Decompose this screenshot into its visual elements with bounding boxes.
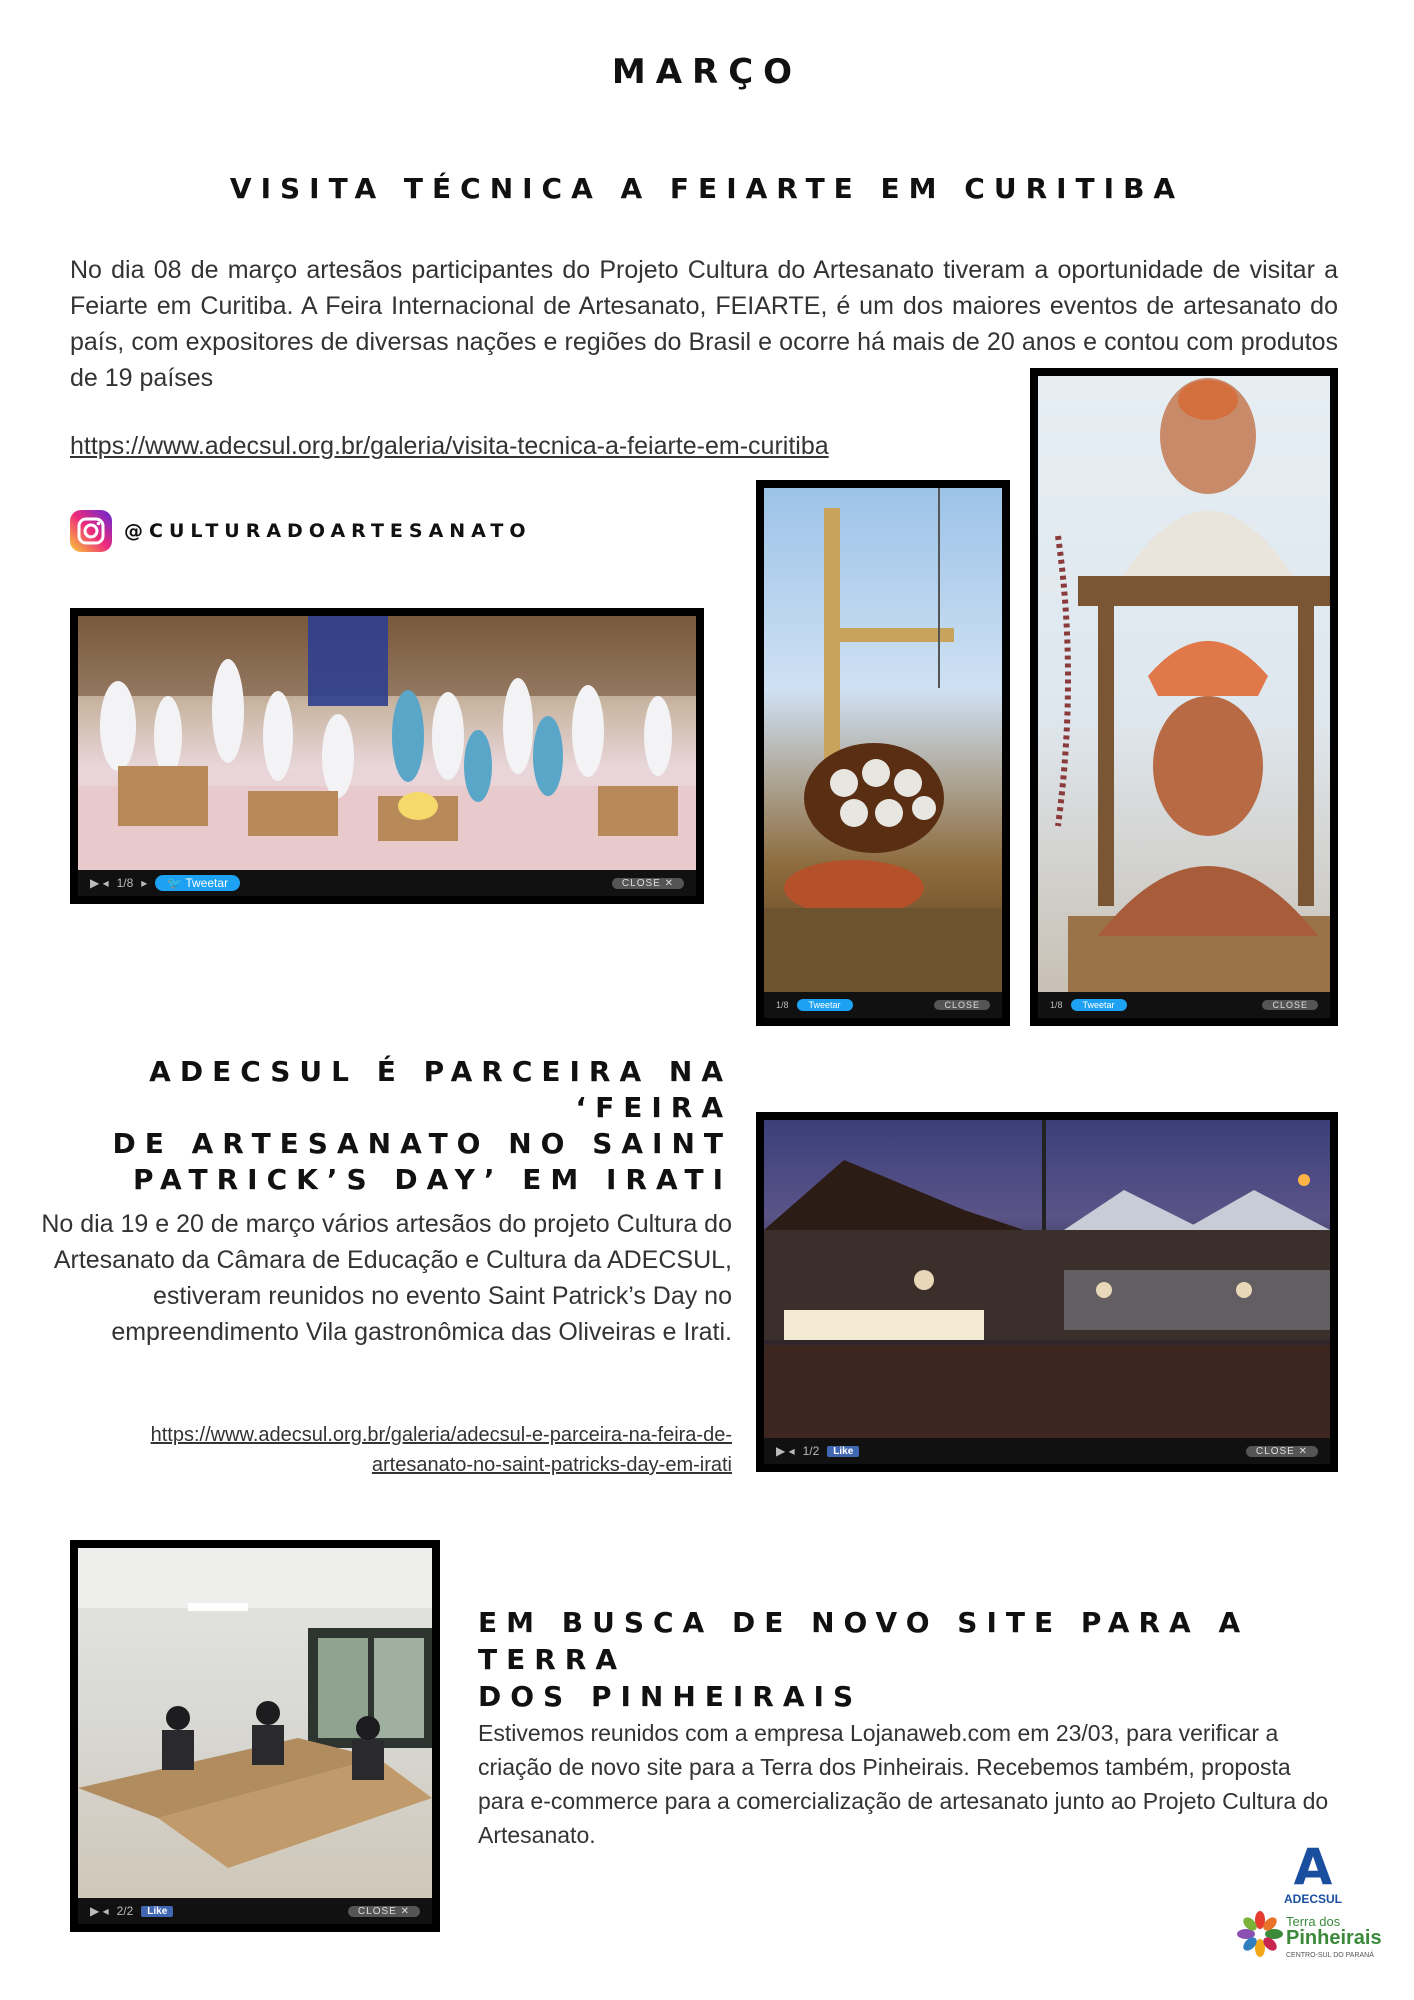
busts-image	[1038, 376, 1330, 992]
photo5-like-button[interactable]: Like	[141, 1906, 173, 1917]
flower-icon	[1236, 1910, 1284, 1958]
section2-gallery-link[interactable]	[40, 1420, 732, 1480]
photo3-tweet-button[interactable]: Tweetar	[1071, 999, 1127, 1011]
photo1-counter: 1/8	[116, 876, 134, 890]
section2-link-line1: https://www.adecsul.org.br/galeria/adecsul-e-parceira-na-feira-de-	[150, 1424, 732, 1446]
photo1-controls	[78, 870, 696, 896]
photo4-close-button[interactable]: CLOSE ✕	[1246, 1446, 1318, 1457]
photo-saint-patricks-fair[interactable]	[756, 1112, 1338, 1472]
terra-logo-subtitle: CENTRO-SUL DO PARANÁ	[1286, 1952, 1374, 1959]
section1-paragraph: No dia 08 de março artesãos participantes do Projeto Cultura do Artesanato tiveram a oportunidade de visitar a Feiarte em Curitiba. A Feira Internacional de Artesanato, FEIARTE, é um dos maiores eventos de artesanato do país, com expositores de diversas nações e regiões do Brasil e ocorre há mais de 20 anos e contou com produtos de 19 países	[70, 256, 1338, 392]
section3-title	[478, 1604, 1358, 1715]
section2-title-line1: ADECSUL É PARCEIRA NA ‘FEIRA	[149, 1055, 732, 1124]
section1-gallery-link[interactable]: https://www.adecsul.org.br/galeria/visita-tecnica-a-feiarte-em-curitiba	[70, 432, 829, 460]
night-fair-image	[764, 1120, 1330, 1438]
photo4-controls	[764, 1438, 1330, 1464]
photo-feiarte-busts[interactable]	[1030, 368, 1338, 1026]
instagram-icon[interactable]	[70, 510, 112, 552]
photo2-controls	[764, 992, 1002, 1018]
photo-meeting-room[interactable]	[70, 1540, 440, 1932]
terra-dos-pinheirais-logo	[1236, 1910, 1406, 1972]
section3-title-line1: EM BUSCA DE NOVO SITE PARA A TERRA	[478, 1606, 1250, 1676]
play-icon[interactable]: ▶ ◂	[90, 876, 109, 890]
section3-paragraph: Estivemos reunidos com a empresa Lojanaweb.com em 23/03, para verificar a criação de novo site para a Terra dos Pinheirais. Recebemos também, proposta para e-commerce para a comercialização de artesanato junto ao Projeto Cultura do Artesanato.	[478, 1720, 1329, 1848]
adecsul-logo	[1268, 1838, 1358, 1906]
photo3-counter: 1/8	[1050, 1000, 1063, 1010]
instagram-handle[interactable]: @CULTURADOARTESANATO	[124, 520, 532, 542]
lamp-image	[764, 488, 1002, 992]
next-icon[interactable]: ▸	[141, 876, 148, 890]
meeting-room-image	[78, 1548, 432, 1898]
photo4-counter: 1/2	[802, 1444, 820, 1458]
section2-link-line2: artesanato-no-saint-patricks-day-em-irati	[371, 1454, 732, 1476]
terra-logo-line2: Pinheirais	[1286, 1927, 1382, 1949]
section3-title-line2: DOS PINHEIRAIS	[478, 1680, 863, 1713]
photo5-close-button[interactable]: CLOSE ✕	[348, 1906, 420, 1917]
photo5-counter: 2/2	[116, 1904, 134, 1918]
terra-logo-line1: Terra dos	[1286, 1914, 1341, 1929]
photo3-close-button[interactable]: CLOSE	[1262, 1000, 1318, 1010]
photo4-play-icon[interactable]: ▶ ◂	[776, 1444, 795, 1458]
photo-feiarte-lamp[interactable]	[756, 480, 1010, 1026]
page-title: MARÇO	[611, 52, 803, 92]
photo3-controls	[1038, 992, 1330, 1018]
photo5-controls	[78, 1898, 432, 1924]
photo4-like-button[interactable]: Like	[827, 1446, 859, 1457]
section2-title-line3: PATRICK’S DAY’ EM IRATI	[133, 1163, 732, 1196]
photo2-counter: 1/8	[776, 1000, 789, 1010]
adecsul-logo-mark: A	[1293, 1838, 1333, 1896]
photo-feiarte-figurines[interactable]	[70, 608, 704, 904]
figurines-image	[78, 616, 696, 870]
section1-title: VISITA TÉCNICA A FEIARTE EM CURITIBA	[229, 172, 1185, 205]
tweet-button[interactable]: 🐦 Tweetar	[155, 875, 240, 891]
adecsul-logo-text: ADECSUL	[1283, 1892, 1342, 1906]
section2-paragraph: No dia 19 e 20 de março vários artesãos do projeto Cultura do Artesanato da Câmara de Educação e Cultura da ADECSUL, estiveram reunidos no evento Saint Patrick’s Day no empreendimento Vila gastronômica das Oliveiras e Irati.	[41, 1210, 732, 1346]
photo1-close-button[interactable]: CLOSE ✕	[612, 878, 684, 889]
section2-title-line2: DE ARTESANATO NO SAINT	[112, 1127, 732, 1160]
photo2-close-button[interactable]: CLOSE	[934, 1000, 990, 1010]
photo2-tweet-button[interactable]: Tweetar	[797, 999, 853, 1011]
photo5-play-icon[interactable]: ▶ ◂	[90, 1904, 109, 1918]
section2-title	[40, 1054, 732, 1198]
